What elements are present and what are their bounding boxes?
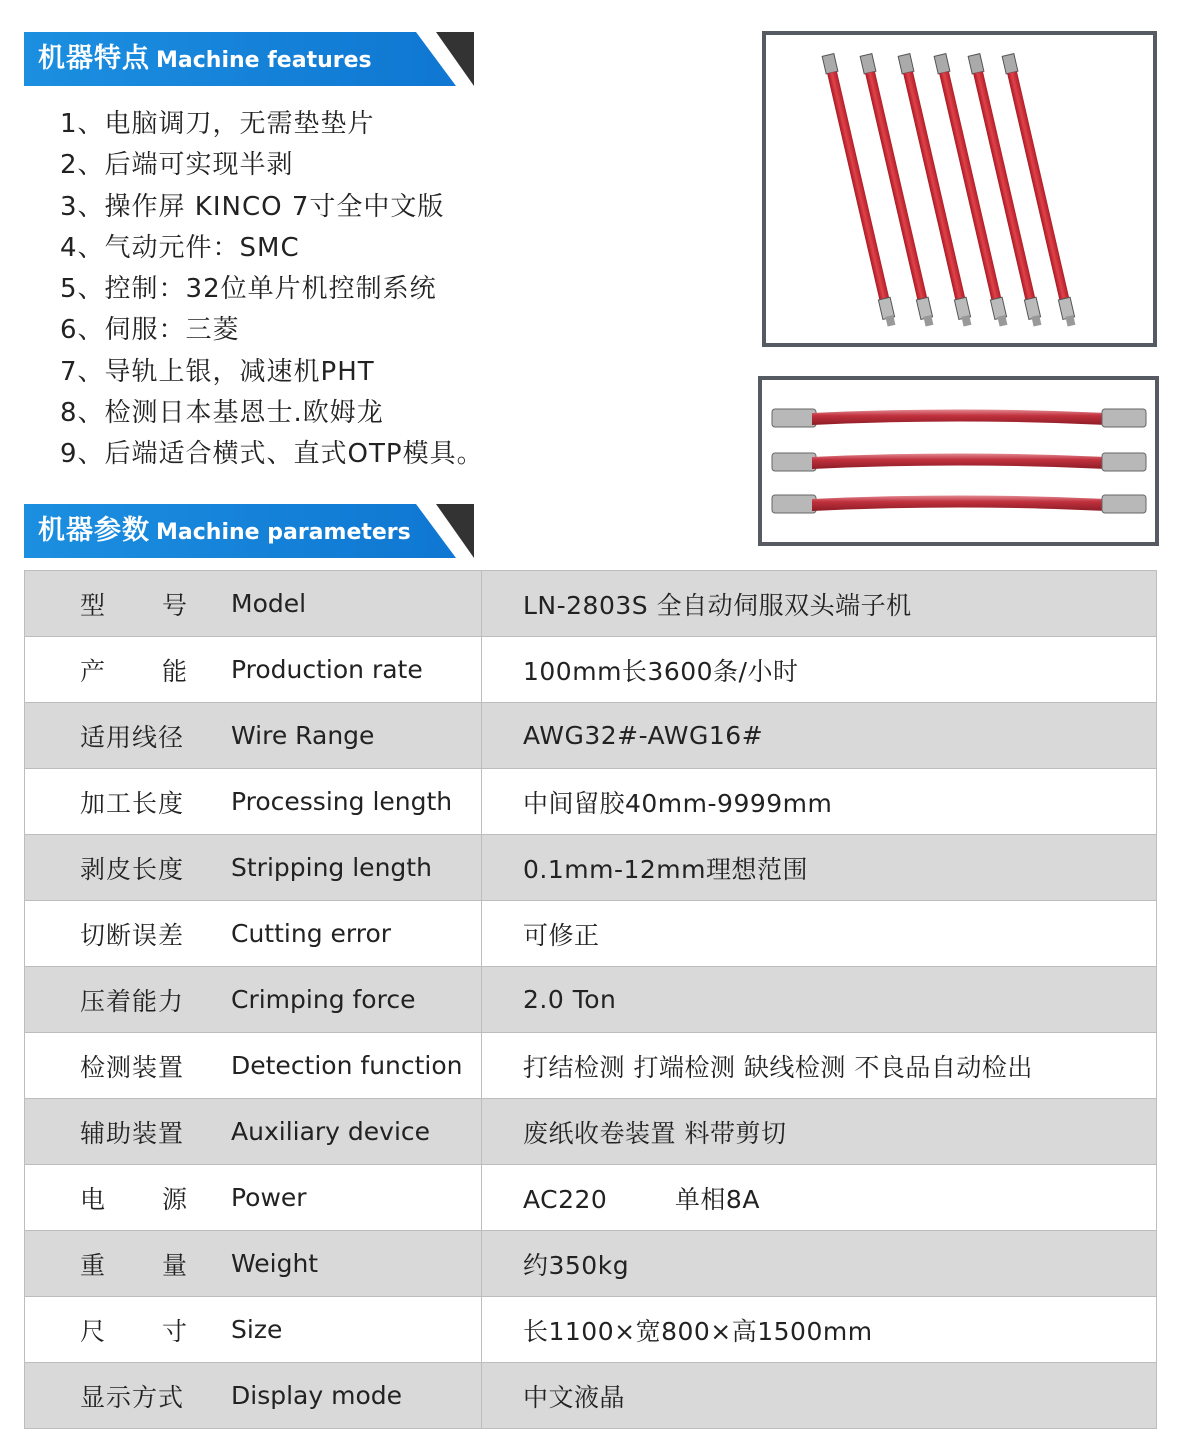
param-value: 长1100×宽800×高1500mm: [482, 1297, 1157, 1363]
param-label-zh-text: 型 号: [80, 590, 188, 620]
table-row: [25, 1099, 1157, 1165]
param-label-zh: [25, 1297, 232, 1363]
param-label-zh: 显示方式: [25, 1363, 232, 1429]
param-label-zh-text: 产 能: [80, 656, 188, 686]
param-value: AC220 单相8A: [482, 1165, 1157, 1231]
param-label-zh: 适用线径: [25, 703, 232, 769]
diagonal-wires-image: [766, 35, 1153, 343]
table-row: [25, 835, 1157, 901]
table-row: [25, 1165, 1157, 1231]
table-row: [25, 1297, 1157, 1363]
param-label-zh-text: 重 量: [80, 1250, 188, 1280]
param-value: AWG32#-AWG16#: [482, 703, 1157, 769]
param-label-en: Detection function: [231, 1033, 482, 1099]
param-label-en: Crimping force: [231, 967, 482, 1033]
param-label-zh: 剥皮长度: [25, 835, 232, 901]
banner-text: [38, 504, 411, 561]
params-title-en: Machine parameters: [156, 520, 411, 545]
param-label-en: Power: [231, 1165, 482, 1231]
param-value: 中间留胶40mm-9999mm: [482, 769, 1157, 835]
feature-item: 9、后端适合横式、直式OTP模具。: [60, 439, 484, 470]
param-value: 2.0 Ton: [482, 967, 1157, 1033]
param-label-zh-text: 尺 寸: [80, 1316, 188, 1346]
table-row: [25, 637, 1157, 703]
feature-item: 8、检测日本基恩士.欧姆龙: [60, 398, 384, 429]
param-label-zh: 压着能力: [25, 967, 232, 1033]
parameters-table: [24, 570, 1157, 1429]
table-row: [25, 769, 1157, 835]
product-photo-horizontal-wires: [758, 376, 1159, 546]
table-row: [25, 967, 1157, 1033]
param-value: 100mm长3600条/小时: [482, 637, 1157, 703]
param-label-en: Model: [231, 571, 482, 637]
param-label-zh: [25, 1165, 232, 1231]
features-banner: [24, 32, 474, 86]
param-label-en: Stripping length: [231, 835, 482, 901]
param-label-zh: [25, 571, 232, 637]
table-row: [25, 1363, 1157, 1429]
param-label-zh: [25, 1231, 232, 1297]
param-label-zh-text: 电 源: [80, 1184, 188, 1214]
param-label-en: Processing length: [231, 769, 482, 835]
features-title-en: Machine features: [156, 48, 372, 73]
params-title-zh: 机器参数: [38, 515, 150, 546]
features-title-zh: 机器特点: [38, 43, 150, 74]
horizontal-wires-image: [762, 380, 1155, 542]
feature-item: 7、导轨上银，减速机PHT: [60, 356, 375, 387]
table-row: [25, 571, 1157, 637]
table-row: [25, 703, 1157, 769]
param-value: 废纸收卷装置 料带剪切: [482, 1099, 1157, 1165]
param-value: 约350kg: [482, 1231, 1157, 1297]
feature-item: 1、电脑调刀，无需垫垫片: [60, 109, 375, 139]
feature-item: 3、操作屏 KINCO 7寸全中文版: [60, 191, 445, 222]
param-label-zh: 加工长度: [25, 769, 232, 835]
param-label-en: Size: [231, 1297, 482, 1363]
wire-group: [822, 54, 1076, 328]
param-label-zh: [25, 637, 232, 703]
table-row: [25, 1231, 1157, 1297]
feature-item: 4、气动元件：SMC: [60, 232, 300, 263]
param-label-en: Auxiliary device: [231, 1099, 482, 1165]
param-value: 中文液晶: [482, 1363, 1157, 1429]
feature-item: 2、后端可实现半剥: [60, 150, 294, 181]
parameters-table-body: [25, 571, 1157, 1429]
param-label-zh: 切断误差: [25, 901, 232, 967]
param-label-en: Weight: [231, 1231, 482, 1297]
param-value: 0.1mm-12mm理想范围: [482, 835, 1157, 901]
feature-list: [60, 104, 484, 476]
table-row: [25, 1033, 1157, 1099]
wire-group: [772, 409, 1146, 513]
param-value: 打结检测 打端检测 缺线检测 不良品自动检出: [482, 1033, 1157, 1099]
feature-item: 6、伺服：三菱: [60, 315, 240, 346]
param-value: 可修正: [482, 901, 1157, 967]
params-banner: [24, 504, 474, 558]
param-label-en: Production rate: [231, 637, 482, 703]
param-label-en: Cutting error: [231, 901, 482, 967]
param-label-zh: 检测装置: [25, 1033, 232, 1099]
feature-item: 5、控制：32位单片机控制系统: [60, 274, 437, 305]
param-label-zh: 辅助装置: [25, 1099, 232, 1165]
banner-text: [38, 32, 372, 89]
param-label-en: Display mode: [231, 1363, 482, 1429]
table-row: [25, 901, 1157, 967]
param-label-en: Wire Range: [231, 703, 482, 769]
param-value: LN-2803S 全自动伺服双头端子机: [482, 571, 1157, 637]
product-photo-diagonal-wires: [762, 31, 1157, 347]
